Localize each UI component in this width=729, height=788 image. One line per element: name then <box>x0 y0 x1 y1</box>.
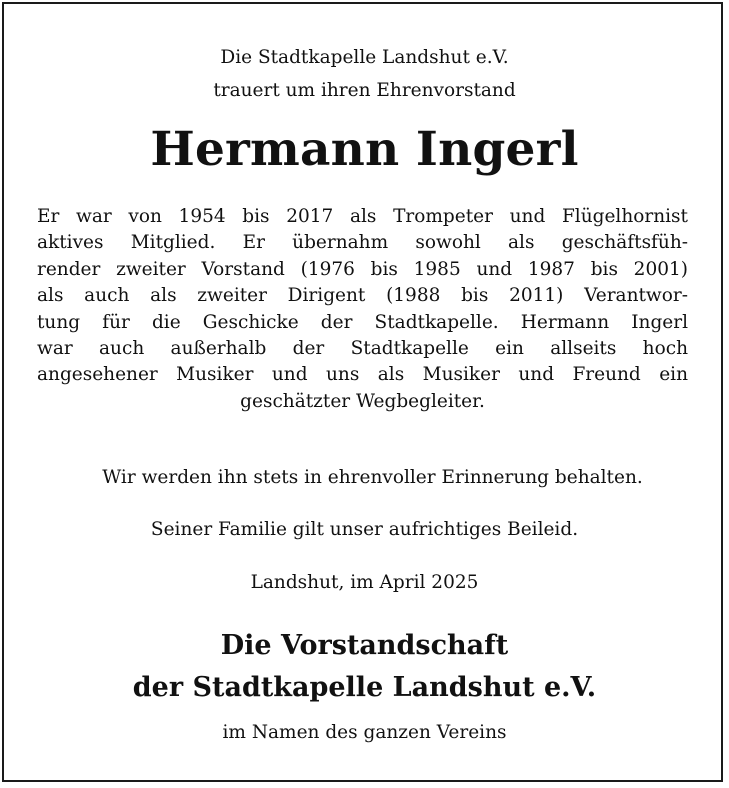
obituary-body <box>37 204 688 415</box>
body-line: angesehener Musiker und uns als Musiker und Freund ein <box>37 364 688 386</box>
intro-line-1: Die Stadtkapelle Landshut e.V. <box>220 47 509 68</box>
intro-line-2: trauert um ihren Ehrenvorstand <box>213 80 516 101</box>
place-date: Landshut, im April 2025 <box>250 572 479 593</box>
body-line: war auch außerhalb der Stadtkapelle ein allseits hoch <box>37 337 688 359</box>
body-line: render zweiter Vorstand (1976 bis 1985 und 1987 bis 2001) <box>37 258 688 280</box>
memory-statement: Wir werden ihn stets in ehrenvoller Erinnerung behalten. <box>102 467 643 488</box>
signature-note: im Namen des ganzen Vereins <box>222 722 507 743</box>
signature-line-1: Die Vorstandschaft <box>220 630 509 661</box>
body-line: geschätzter Wegbegleiter. <box>240 390 485 412</box>
body-line: Er war von 1954 bis 2017 als Trompeter und Flügelhornist <box>37 206 688 227</box>
deceased-name: Hermann Ingerl <box>150 122 579 177</box>
body-line: tung für die Geschicke der Stadtkapelle. Hermann Ingerl <box>37 311 688 333</box>
body-line: als auch als zweiter Dirigent (1988 bis 2011) Verantwor- <box>37 285 688 307</box>
signature-line-2: der Stadtkapelle Landshut e.V. <box>132 672 597 703</box>
body-line: aktives Mitglied. Er übernahm sowohl als geschäftsfüh- <box>37 232 688 254</box>
condolence-statement: Seiner Familie gilt unser aufrichtiges Beileid. <box>150 519 579 540</box>
